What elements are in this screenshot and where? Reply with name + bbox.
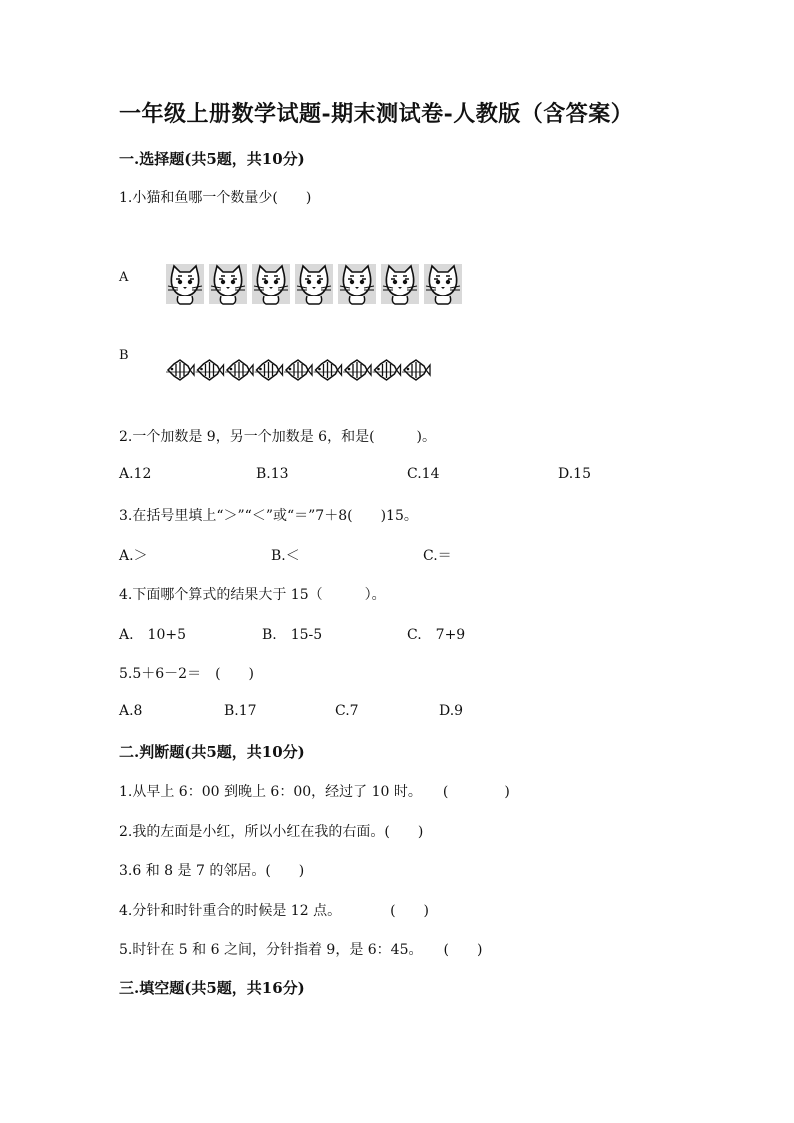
fish-icon [225,360,253,380]
q3-option-a: A.＞ [119,548,148,564]
judge-2-text: 2.我的左面是小红，所以小红在我的右面。( ) [119,824,424,840]
section-heading-judge: 二.判断题(共5题，共10分) [119,743,305,761]
fish-icon [284,360,312,380]
section-heading-choice: 一.选择题(共5题，共10分) [119,150,305,168]
q3-option-c: C.＝ [423,548,452,564]
q4-option-c: C. 7+9 [407,627,466,643]
q2-option-d: D.15 [558,466,591,482]
page-title: 一年级上册数学试题-期末测试卷-人教版（含答案） [119,101,634,127]
q5-option-a: A.8 [119,703,143,719]
cat-icon [252,264,290,304]
fish-icon [166,360,194,380]
fish-icon [343,360,371,380]
question-1-text: 1.小猫和鱼哪一个数量少( ) [119,190,312,206]
option-b-label: B [119,348,129,363]
fish-icon [373,360,401,380]
q5-option-c: C.7 [335,703,359,719]
q4-option-b: B. 15-5 [262,627,323,643]
fish-image [164,355,444,387]
question-2-text: 2.一个加数是 9，另一个加数是 6，和是( )。 [119,429,436,445]
q2-option-c: C.14 [407,466,440,482]
option-a-label: A [119,270,129,285]
fish-icon [255,360,283,380]
cat-icon [424,264,462,304]
judge-4-text: 4.分针和时针重合的时候是 12 点。 ( ) [119,903,429,919]
q2-option-b: B.13 [256,466,289,482]
cat-icon [338,264,376,304]
cat-icon [166,264,204,304]
q2-option-a: A.12 [119,466,152,482]
question-3-text: 3.在括号里填上“＞”“＜”或“＝”7＋8( )15。 [119,508,418,524]
fish-icon [402,360,430,380]
cats-image [162,262,472,306]
judge-3-text: 3.6 和 8 是 7 的邻居。( ) [119,863,305,879]
judge-1-text: 1.从早上 6：00 到晚上 6：00，经过了 10 时。 ( ) [119,784,510,800]
question-4-text: 4.下面哪个算式的结果大于 15（ ）。 [119,587,386,603]
q3-option-b: B.＜ [271,548,300,564]
judge-5-text: 5.时针在 5 和 6 之间，分针指着 9，是 6：45。 ( ) [119,942,483,958]
q5-option-b: B.17 [224,703,257,719]
q4-option-a: A. 10+5 [119,627,187,643]
question-5-text: 5.5＋6－2＝ ( ) [119,666,255,682]
cat-icon [209,264,247,304]
q5-option-d: D.9 [439,703,464,719]
section-heading-fill: 三.填空题(共5题，共16分) [119,979,305,997]
fish-icon [196,360,224,380]
cat-icon [381,264,419,304]
cat-icon [295,264,333,304]
fish-icon [314,360,342,380]
